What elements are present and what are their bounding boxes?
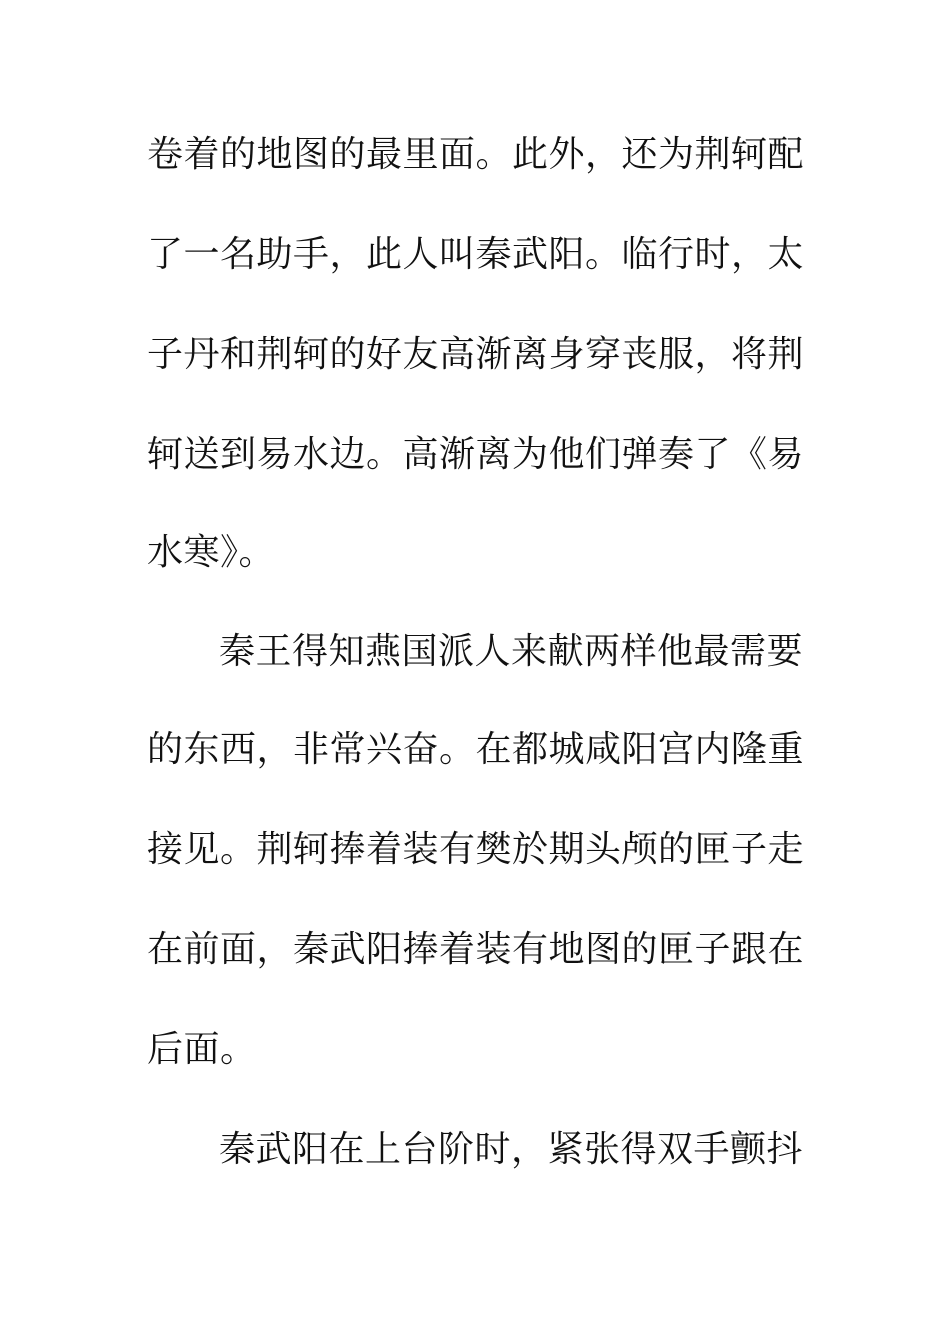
paragraph-first-line: 秦武阳在上台阶时，紧张得双手颤抖 (219, 1129, 804, 1170)
text-line: 了一名助手，此人叫秦武阳。临行时，太 (147, 234, 805, 275)
text-line: 卷着的地图的最里面。此外，还为荆轲配 (147, 134, 805, 175)
text-line: 在前面，秦武阳捧着装有地图的匣子跟在 (147, 929, 805, 970)
text-line: 后面。 (147, 1029, 257, 1070)
text-line: 水寒》。 (147, 532, 276, 573)
text-line: 接见。荆轲捧着装有樊於期头颅的匣子走 (147, 829, 805, 870)
text-line: 子丹和荆轲的好友高渐离身穿丧服，将荆 (147, 334, 805, 375)
text-line: 的东西，非常兴奋。在都城咸阳宫内隆重 (147, 729, 805, 770)
text-line: 轲送到易水边。高渐离为他们弹奏了《易 (147, 434, 805, 475)
paragraph-first-line: 秦王得知燕国派人来献两样他最需要 (219, 631, 804, 672)
